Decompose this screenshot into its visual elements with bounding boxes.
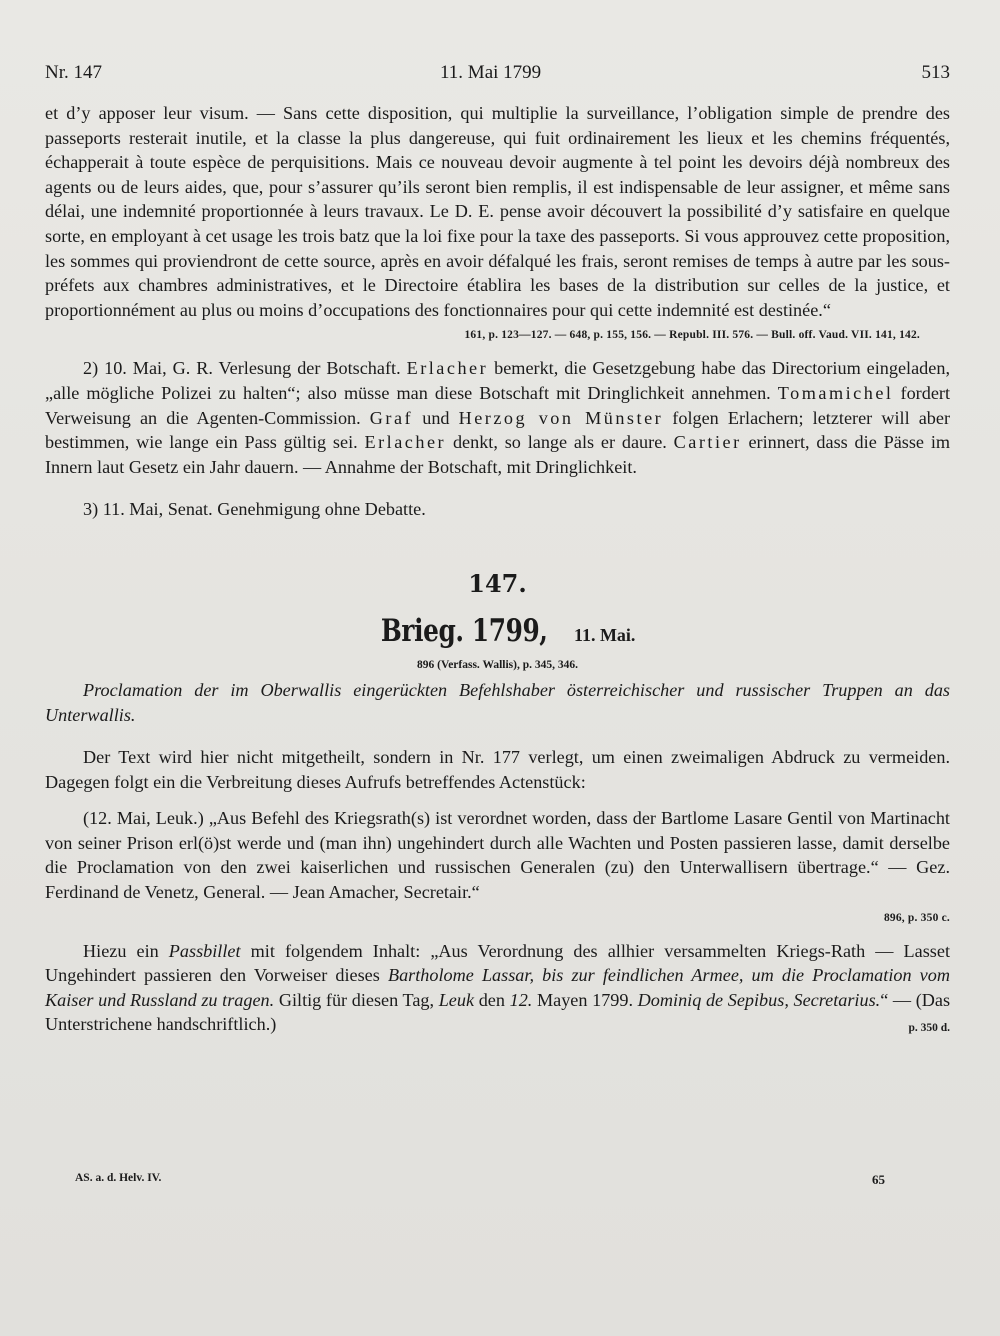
passbillet-source-reference: p. 350 d. bbox=[908, 1022, 950, 1035]
item-2-text-1: bemerkt, die Gesetzgebung habe das Directorium eingeladen, „alle mögliche Polizei zu halten“; also müsse man diese Botschaft mit Dringlichkeit annehmen. bbox=[45, 358, 950, 403]
footer-collection-name: AS. a. d. Helv. IV. bbox=[75, 1172, 162, 1184]
document-title-place-year: Brieg. 1799, bbox=[380, 612, 548, 649]
passbillet-place: Leuk bbox=[438, 989, 475, 1010]
speaker-erlacher: Erlacher bbox=[406, 358, 489, 379]
passbillet-text-e: Giltig für diesen Tag, bbox=[278, 989, 435, 1010]
item-2-text-3: und bbox=[422, 407, 450, 428]
item-2-text-5: denkt, so lange als er daure. bbox=[452, 432, 667, 453]
document-heading-number: 147. bbox=[468, 568, 527, 598]
document-title-date: 11. Mai. bbox=[573, 624, 636, 645]
footer-signature-number: 65 bbox=[872, 1172, 885, 1187]
speaker-tomamichel: Tomamichel bbox=[777, 382, 894, 403]
speaker-erlacher-2: Erlacher bbox=[364, 432, 447, 453]
document-source: 896 (Verfass. Wallis), p. 345, 346. bbox=[416, 658, 578, 671]
passbillet-term: Passbillet bbox=[168, 940, 241, 961]
speaker-cartier: Cartier bbox=[673, 432, 742, 453]
document-number: Nr. 147 bbox=[45, 62, 102, 83]
passbillet-day: 12. bbox=[509, 989, 533, 1010]
item-2-text-2: fordert Verweisung an die Agenten-Commission. bbox=[45, 382, 951, 428]
page-number: 513 bbox=[921, 62, 950, 83]
item-2-lead: 2) 10. Mai, G. R. Verlesung der Botschaft. bbox=[83, 358, 401, 379]
passbillet-handwritten-1: Bartholome Lassar, bis zur feindlichen Armee, um die Proclamation vom Kaiser und Russland zu tragen. bbox=[45, 965, 950, 1010]
speaker-herzog: Herzog von Münster bbox=[458, 407, 664, 428]
order-source-reference: 896, p. 350 c. bbox=[883, 911, 950, 924]
item-3-paragraph: 3) 11. Mai, Senat. Genehmigung ohne Debatte. bbox=[83, 499, 426, 520]
header-date: 11. Mai 1799 bbox=[440, 62, 542, 83]
document-title bbox=[45, 610, 950, 652]
passbillet-signature: Dominiq de Sepibus, Secretarius. bbox=[637, 989, 881, 1010]
passbillet-text-g: den bbox=[478, 989, 505, 1010]
speaker-graf: Graf bbox=[369, 407, 414, 428]
intro-source-reference: 161, p. 123—127. — 648, p. 155, 156. — Republ. III. 576. — Bull. off. Vaud. VII. 141, 142. bbox=[464, 329, 920, 342]
running-header bbox=[45, 62, 950, 88]
item-2-text-6: erinnert, dass die Pässe im Innern laut Gesetz ein Jahr dauern. — Annahme der Botschaft, mit Dringlichkeit. bbox=[45, 432, 951, 477]
passbillet-text-a: Hiezu ein bbox=[83, 940, 159, 961]
editorial-note-paragraph: Der Text wird hier nicht mitgetheilt, sondern in Nr. 177 verlegt, um einen zweimaligen Abdruck zu vermeiden. Dagegen folgt ein die Verbreitung dieses Aufrufs betreffendes Actenstück: bbox=[45, 747, 950, 792]
passbillet-paragraph bbox=[45, 939, 950, 1037]
item-2-paragraph bbox=[45, 356, 950, 479]
document-heading: Proclamation der im Oberwallis eingerückten Befehlshaber österreichischer und russischer Truppen an das Unterwallis. bbox=[45, 679, 950, 725]
item-2-text-4: folgen Erlachern; letzterer will aber bestimmen, wie lange ein Pass gültig sei. bbox=[45, 407, 951, 453]
passbillet-text-c: mit folgendem Inhalt: „Aus Verordnung des allhier versammelten Kriegs-Rath — Lasset Ungehindert passieren den Vorweiser dieses bbox=[45, 940, 950, 986]
passbillet-month-year: Mayen 1799. bbox=[536, 989, 634, 1010]
passbillet-note: “ — (Das Unterstrichene handschriftlich.) bbox=[45, 989, 951, 1035]
intro-paragraph: et d’y apposer leur visum. — Sans cette disposition, qui multiplie la surveillance, l’obligation simple de prendre des passeports resterait inutile, et la classe la plus dangereuse, qui fuit ordinairement les lieux et les chemins fréquentés, échapperait à toute espèce de perquisitions. Mais ce nouveau devoir augmente à tel point les devoirs déjà nombreux des agents ou de leurs aides, que, pour s’assurer qu’ils seront bien remplis, il est indispensable de leur assigner, et même sans délai, une indemnité proportionnée à leurs travaux. Le D. E. pense avoir découvert la possibilité d’y satisfaire en quelque sorte, en employant à cet usage les trois batz que la loi fixe pour la taxe des passeports. Si vous approuvez cette proposition, les sommes qui proviendront de cette source, après en avoir défalqué les frais, seront remises de temps à autre par les sous-préfets aux chambres administratives, et le Directoire établira les bases de la distribution sur celles de la justice, et proportionnément au plus ou moins d’occupations des fonctionnaires pour qui cette indemnité est destinée.“ bbox=[45, 103, 950, 320]
order-paragraph: (12. Mai, Leuk.) „Aus Befehl des Kriegsrath(s) ist verordnet worden, dass der Bartlome Lasare Gentil von Martinacht von seiner Prison erl(ö)st werde und (man ihn) ungehindert durch alle Wachten und Posten passieren lasse, damit derselbe die Proclamation von den zwei kaiserlichen und russischen Generalen (zu) den Unterwallisern übertrage.“ — Gez. Ferdinand de Venetz, General. — Jean Amacher, Secretair.“ bbox=[45, 808, 950, 903]
page-body bbox=[45, 101, 950, 1041]
